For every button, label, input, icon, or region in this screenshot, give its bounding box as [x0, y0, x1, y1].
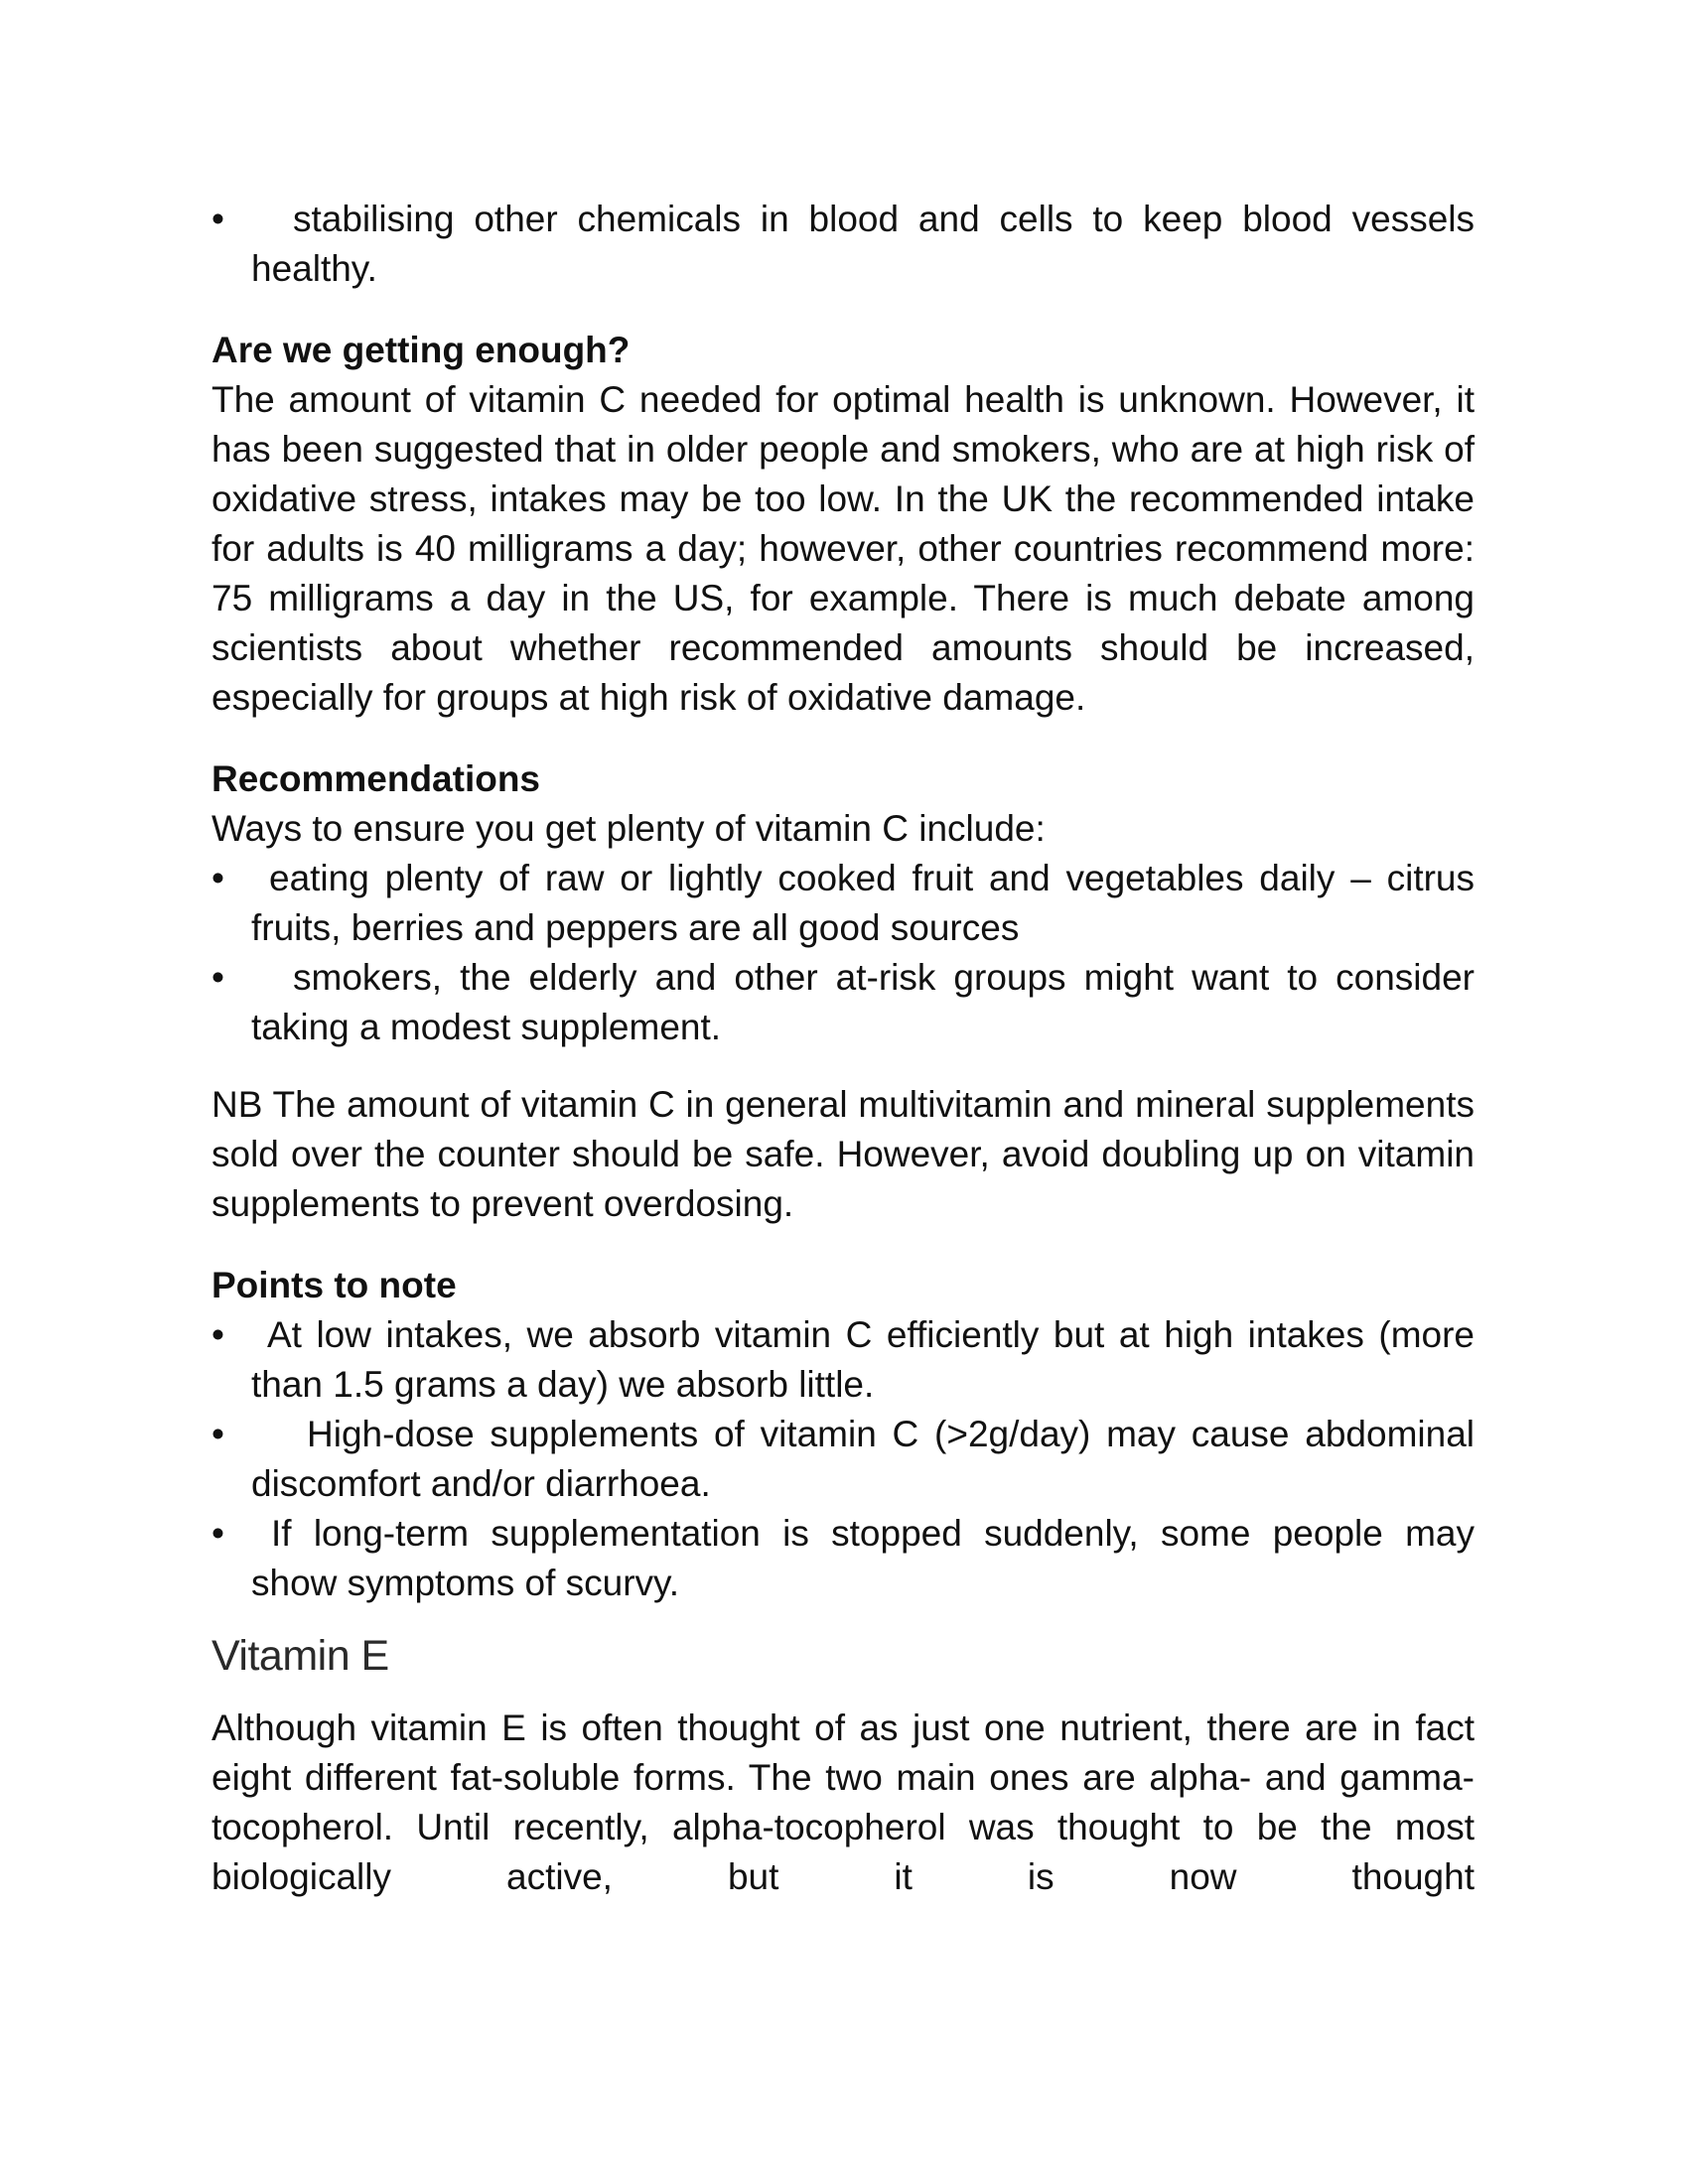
bullet-text: At low intakes, we absorb vitamin C efficiently but at high intakes (more than 1.5 grams a day) we absorb little. — [251, 1314, 1475, 1405]
section-heading-vitamin-e: Vitamin E — [211, 1632, 389, 1680]
list-item — [211, 1509, 1475, 1608]
section-heading-points: Points to note — [211, 1265, 457, 1305]
bullet-text: If long-term supplementation is stopped suddenly, some people may show symptoms of scurvy. — [251, 1513, 1475, 1603]
paragraph-vitamin-e: Although vitamin E is often thought of as just one nutrient, there are in fact eight different fat-soluble forms. The two main ones are alpha- and gamma-tocopherol. Until recently, alpha-tocopherol was thought to be the most biologically active, but it is now thought — [211, 1707, 1475, 1897]
bullet-glyph: • — [211, 1314, 224, 1355]
bullet-glyph: • — [211, 1414, 224, 1454]
paragraph-recommendations-intro: Ways to ensure you get plenty of vitamin C include: — [211, 808, 1046, 849]
bullet-glyph: • — [211, 1513, 224, 1554]
bullet-text: stabilising other chemicals in blood and cells to keep blood vessels healthy. — [251, 199, 1475, 289]
paragraph-enough: The amount of vitamin C needed for optimal health is unknown. However, it has been suggested that in older people and smokers, who are at high risk of oxidative stress, intakes may be too low. In the UK the recommended intake for adults is 40 milligrams a day; however, other countries recommend more: 75 milligrams a day in the US, for example. There is much debate among scientists about whether recommended amounts should be increased, especially for groups at high risk of oxidative damage. — [211, 379, 1475, 718]
bullet-text: High-dose supplements of vitamin C (>2g/day) may cause abdominal discomfort and/or diarrhoea. — [251, 1414, 1475, 1504]
bullet-text: smokers, the elderly and other at-risk groups might want to consider taking a modest supplement. — [251, 957, 1475, 1047]
bullet-text: eating plenty of raw or lightly cooked fruit and vegetables daily – citrus fruits, berries and peppers are all good sources — [251, 858, 1475, 948]
bullet-glyph: • — [211, 957, 224, 998]
section-heading-recommendations: Recommendations — [211, 758, 541, 799]
bullet-glyph: • — [211, 199, 224, 239]
paragraph-nb-note: NB The amount of vitamin C in general multivitamin and mineral supplements sold over the counter should be safe. However, avoid doubling up on vitamin supplements to prevent overdosing. — [211, 1084, 1475, 1224]
section-heading-enough: Are we getting enough? — [211, 330, 631, 370]
list-item — [211, 953, 1475, 1052]
document-page — [211, 195, 1475, 1902]
list-item — [211, 1410, 1475, 1509]
list-item — [211, 1310, 1475, 1410]
bullet-glyph: • — [211, 858, 224, 898]
list-item — [211, 195, 1475, 294]
list-item — [211, 854, 1475, 953]
